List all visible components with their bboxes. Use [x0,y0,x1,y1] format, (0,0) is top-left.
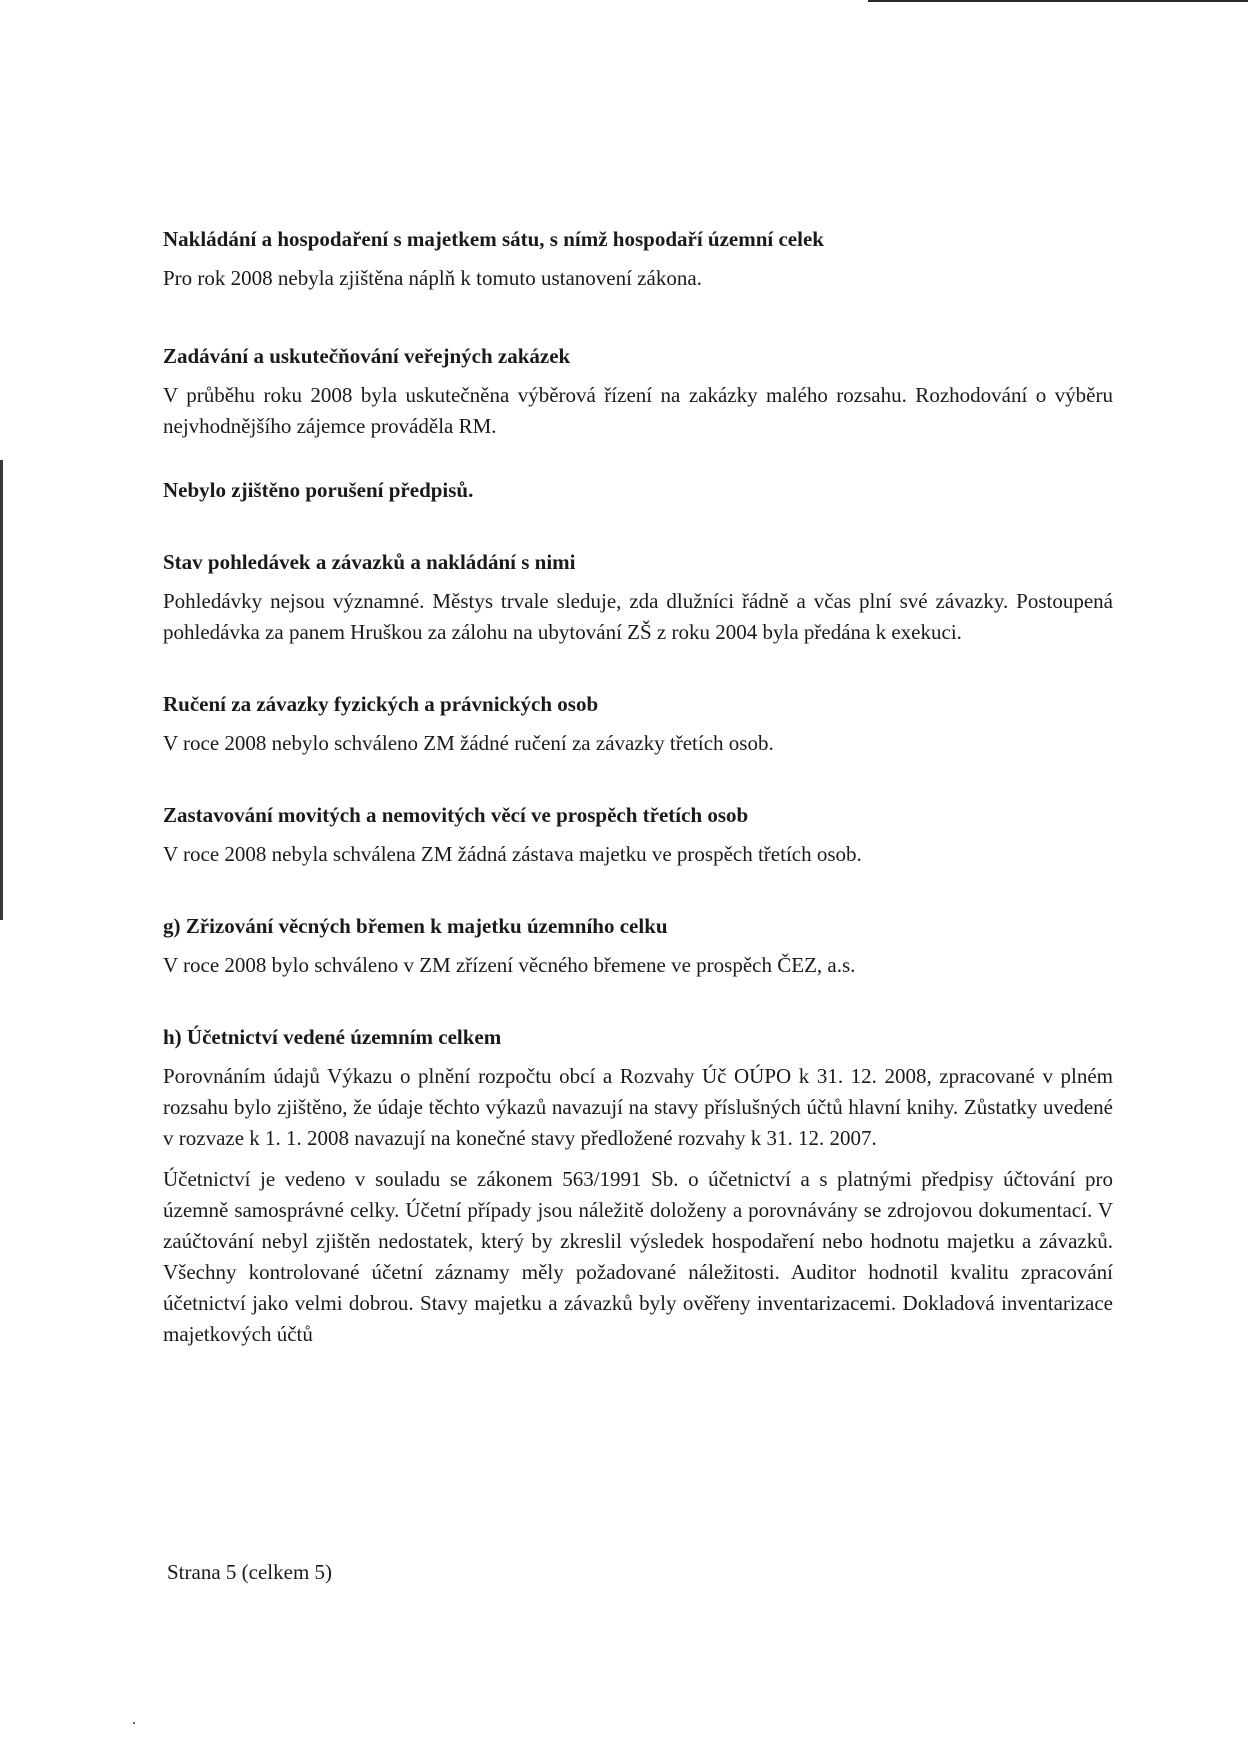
page-footer: Strana 5 (celkem 5) [167,1560,333,1584]
section-ucetnictvi [163,1023,1113,1350]
scan-speck [133,1722,135,1724]
section-heading: Ručení za závazky fyzických a právnických osob [163,692,599,716]
section-heading: g) Zřizování věcných břemen k majetku územního celku [163,914,668,938]
section-nakladani [163,225,1113,294]
section-paragraph: V průběhu roku 2008 byla uskutečněna výběrová řízení na zakázky malého rozsahu. Rozhodování o výběru nejvhodnějšího zájemce prováděla RM. [163,383,1113,438]
section-ruceni [163,690,1113,759]
section-heading: Stav pohledávek a závazků a nakládání s nimi [163,550,576,574]
section-zakazky [163,342,1113,442]
section-paragraph: Pro rok 2008 nebyla zjištěna náplň k tomuto ustanovení zákona. [163,266,702,290]
section-paragraph: V roce 2008 nebylo schváleno ZM žádné ručení za závazky třetích osob. [163,731,774,755]
section-poruseni [163,476,1113,504]
section-heading: Nebylo zjištěno porušení předpisů. [163,478,474,502]
section-heading: Nakládání a hospodaření s majetkem sátu, s nímž hospodaří územní celek [163,227,824,251]
document-page [163,225,1113,1350]
section-pohledavky [163,548,1113,648]
section-paragraph: Pohledávky nejsou významné. Městys trvale sleduje, zda dlužníci řádně a včas plní své závazky. Postoupená pohledávka za panem Hruškou za zálohu na ubytování ZŠ z roku 2004 byla předána k exekuci. [163,589,1113,644]
section-paragraph: Porovnáním údajů Výkazu o plnění rozpočtu obcí a Rozvahy Úč OÚPO k 31. 12. 2008, zpracované v plném rozsahu bylo zjištěno, že údaje těchto výkazů navazují na stavy příslušných účtů hlavní knihy. Zůstatky uvedené v rozvaze k 1. 1. 2008 navazují na konečné stavy předložené rozvahy k 31. 12. 2007. [163,1064,1113,1150]
section-brememena [163,912,1113,981]
section-heading: Zastavování movitých a nemovitých věcí ve prospěch třetích osob [163,803,749,827]
section-paragraph: V roce 2008 bylo schváleno v ZM zřízení věcného břemene ve prospěch ČEZ, a.s. [163,953,856,977]
section-paragraph: V roce 2008 nebyla schválena ZM žádná zástava majetku ve prospěch třetích osob. [163,842,862,866]
section-zastavovani [163,801,1113,870]
section-paragraph: Účetnictví je vedeno v souladu se zákonem 563/1991 Sb. o účetnictví a s platnými předpisy účtování pro územně samosprávné celky. Účetní případy jsou náležitě doloženy a porovnávány se zdrojovou dokumentací. V zaúčtování nebyl zjištěn nedostatek, který by zkreslil výsledek hospodaření nebo hodnotu majetku a závazků. Všechny kontrolované účetní záznamy měly požadované náležitosti. Auditor hodnotil kvalitu zpracování účetnictví jako velmi dobrou. Stavy majetku a závazků byly ověřeny inventarizacemi. Dokladová inventarizace majetkových účtů [163,1167,1113,1346]
scan-edge-top [868,0,1248,2]
scan-edge-left [0,460,3,920]
section-heading: h) Účetnictví vedené územním celkem [163,1025,502,1049]
section-heading: Zadávání a uskutečňování veřejných zakázek [163,344,571,368]
